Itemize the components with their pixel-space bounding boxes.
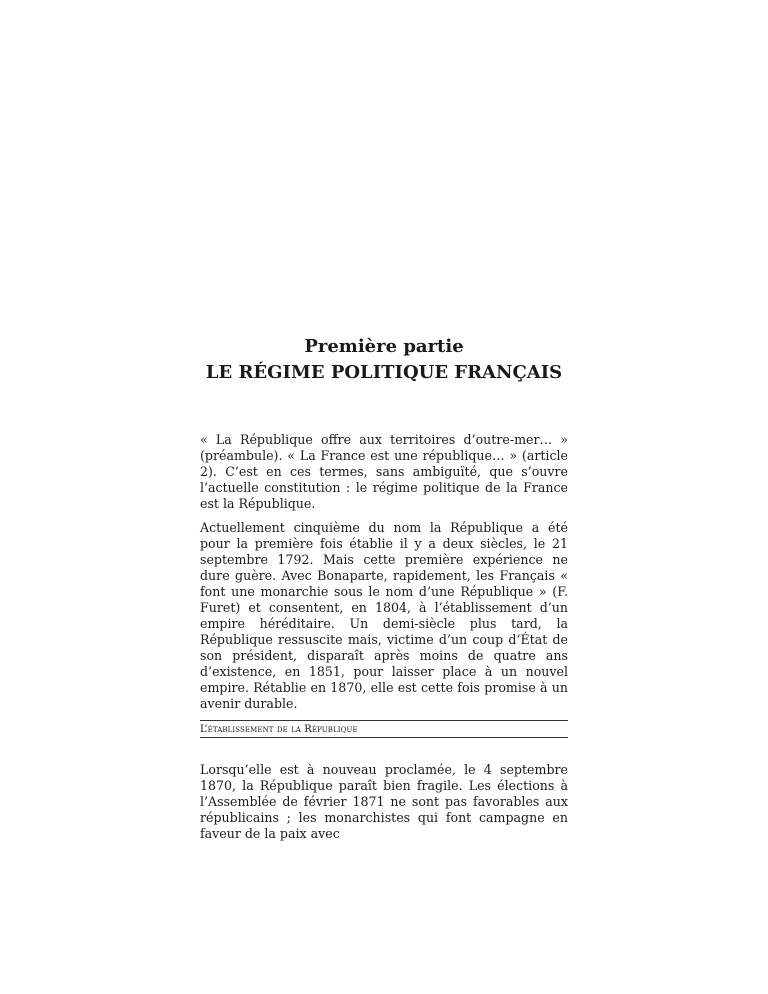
section-heading: L’établissement de la République [200, 720, 568, 738]
paragraph-section: Lorsqu’elle est à nouveau proclamée, le 4 septembre 1870, la République paraît bien fragile. Les élections à l’Assemblée de février 1871 ne sont pas favorables aux républicains ; les monarchistes qui font campagne en faveur de la paix avec [200, 762, 568, 841]
part-label: Première partie [304, 336, 464, 357]
paragraph-history: Actuellement cinquième du nom la République a été pour la première fois établie il y a deux siècles, le 21 septembre 1792. Mais cette première expérience ne dure guère. Avec Bonaparte, rapidement, les Français « font une monarchie sous le nom d’une République » (F. Furet) et consentent, en 1804, à l’établissement d’un empire héréditaire. Un demi-siècle plus tard, la République ressuscite mais, victime d’un coup d’État de son président, disparaît après moins de quatre ans d’existence, en 1851, pour laisser place à un nouvel empire. Rétablie en 1870, elle est cette fois promise à un avenir durable. [200, 520, 568, 711]
paragraph-intro: « La République offre aux territoires d’outre-mer… » (préambule). « La France est une république… » (article 2). C’est en ces termes, sans ambiguïté, que s’ouvre l’actuelle constitution : le régime politique de la France est la République. [200, 432, 568, 511]
page-title: LE RÉGIME POLITIQUE FRANÇAIS [205, 362, 563, 383]
body-text [200, 432, 568, 850]
